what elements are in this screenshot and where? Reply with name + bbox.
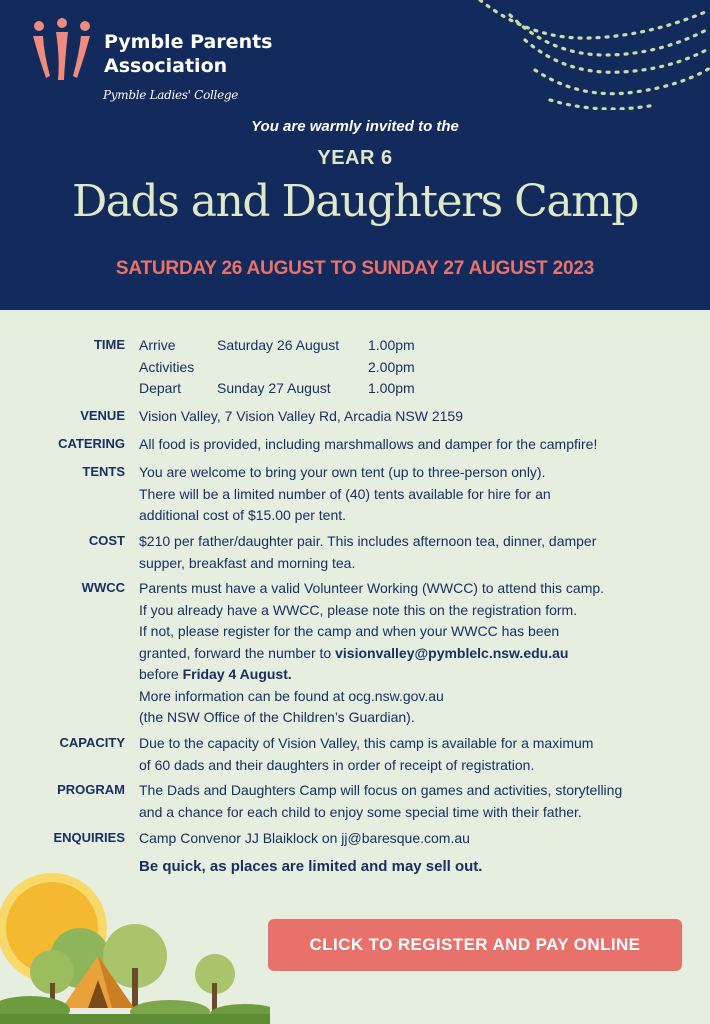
enquiries-text: Camp Convenor JJ Blaiklock on jj@baresque.com.au: [139, 830, 470, 846]
time-time: 2.00pm: [368, 358, 415, 375]
time-event: Arrive: [139, 337, 176, 353]
wwcc-text: Parents must have a valid Volunteer Working (WWCC) to attend this camp. If you already have a WWCC, please note this on the registration form. If not, please register for the camp and when your WWCC has been granted, forward the number to visionvalley@pymblelc.nsw.edu.au before Friday 4 August. More information can be found at ocg.nsw.gov.au (the NSW Office of the Children’s Guardian).: [139, 580, 605, 725]
time-time: 1.00pm: [368, 337, 415, 353]
decorative-dots-icon: [440, 0, 710, 110]
program-text: The Dads and Daughters Camp will focus on games and activities, storytelling and a chance for each child to enjoy some special time with their father.: [139, 782, 623, 820]
time-label: TIME: [93, 337, 125, 352]
org-name: Pymble Parents Association: [104, 31, 273, 77]
closing-note: Be quick, as places are limited and may sell out.: [139, 858, 483, 875]
page-title: Dads and Daughters Camp: [72, 176, 638, 227]
capacity-text: Due to the capacity of Vision Valley, this camp is available for a maximum of 60 dads and their daughters in order of receipt of registration.: [139, 735, 594, 773]
time-table-row: [139, 357, 699, 379]
cost-text: $210 per father/daughter pair. This includes afternoon tea, dinner, damper supper, breakfast and morning tea.: [139, 533, 597, 571]
time-table: [139, 335, 699, 400]
event-dates: SATURDAY 26 AUGUST TO SUNDAY 27 AUGUST 2023: [115, 258, 595, 279]
time-day: Sunday 27 August: [217, 380, 331, 396]
program-label: PROGRAM: [57, 782, 125, 797]
camping-scene-icon: [0, 868, 270, 1024]
venue-text: Vision Valley, 7 Vision Valley Rd, Arcadia NSW 2159: [139, 408, 463, 424]
capacity-label: CAPACITY: [59, 735, 125, 750]
venue-label: VENUE: [80, 408, 125, 423]
time-time: 1.00pm: [368, 380, 415, 396]
register-and-pay-button[interactable]: CLICK TO REGISTER AND PAY ONLINE: [268, 919, 682, 971]
time-event: Activities: [139, 358, 195, 375]
college-name: Pymble Ladies' College: [103, 88, 239, 102]
enquiries-label: ENQUIRIES: [53, 830, 125, 845]
tents-text: You are welcome to bring your own tent (up to three-person only). There will be a limited number of (40) tents available for hire for an additional cost of $15.00 per tent.: [139, 464, 551, 523]
cost-label: COST: [88, 533, 125, 548]
time-day: Saturday 26 August: [217, 337, 340, 353]
wwcc-label: WWCC: [81, 580, 125, 595]
header-banner: [0, 0, 710, 310]
wwcc-deadline: Friday 4 August.: [182, 666, 292, 682]
wwcc-email-link[interactable]: visionvalley@pymblelc.nsw.edu.au: [335, 644, 569, 661]
pymble-parents-logo-icon: [30, 18, 94, 80]
time-table-row: [139, 378, 699, 400]
time-table-row: [139, 335, 699, 357]
catering-text: All food is provided, including marshmallows and damper for the campfire!: [139, 436, 598, 452]
catering-label: CATERING: [58, 436, 125, 451]
tents-label: TENTS: [82, 464, 125, 479]
year-label: YEAR 6: [317, 147, 393, 169]
time-event: Depart: [139, 380, 182, 396]
invite-text: You are warmly invited to the: [251, 118, 459, 135]
